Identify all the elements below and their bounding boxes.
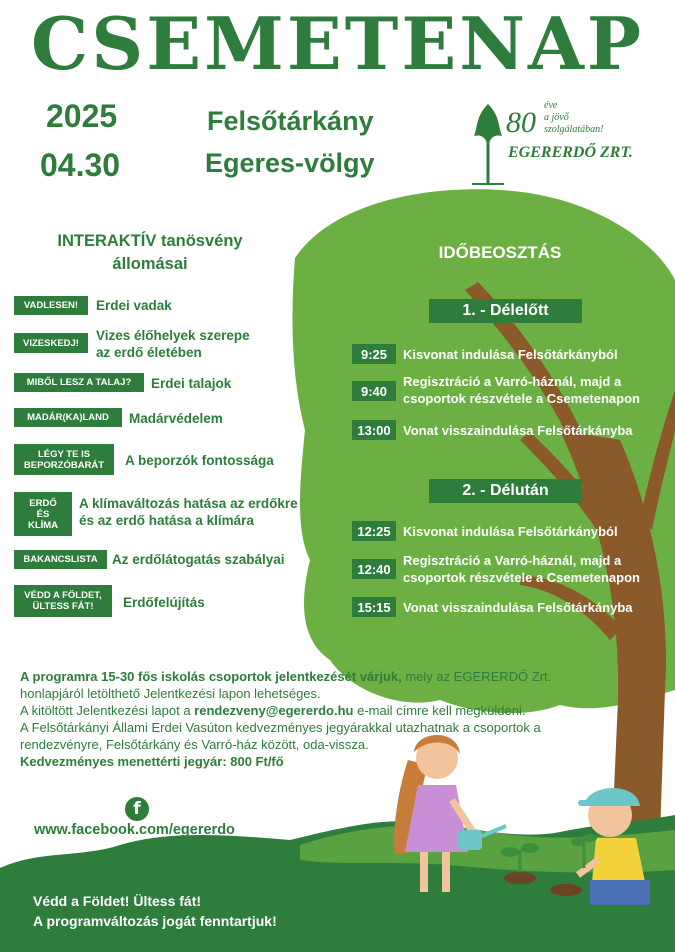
station-desc: Az erdőlátogatás szabályai	[112, 552, 285, 567]
event-text: Kisvonat indulása Felsőtárkányból	[403, 524, 618, 539]
logo-tagline: a jövő	[544, 112, 569, 123]
event-text	[403, 552, 673, 586]
event-text-line: Regisztráció a Varró-háznál, majd a	[403, 374, 622, 389]
date-year: 2025	[46, 98, 118, 134]
station-tag-line: ÜLTESS FÁT!	[32, 601, 94, 612]
station-desc-line: az erdő életében	[96, 345, 202, 360]
station-desc: Erdei talajok	[151, 376, 232, 391]
stations-heading-line: állomásai	[112, 255, 188, 273]
location-town: Felsőtárkány	[207, 106, 374, 136]
station-tag-line: ÉS	[36, 508, 50, 520]
tree-logo-icon	[468, 96, 508, 186]
location-place: Egeres-völgy	[205, 148, 375, 178]
facebook-link[interactable]: www.facebook.com/egererdo	[34, 822, 235, 838]
station-desc: Madárvédelem	[129, 411, 223, 426]
stations-heading-line: INTERAKTÍV tanösvény	[57, 232, 243, 250]
event-text: Vonat visszaindulása Felsőtárkányba	[403, 423, 633, 438]
footer-slogan: Védd a Földet! Ültess fát!	[33, 893, 202, 909]
station-desc	[96, 327, 250, 361]
info-line: e-mail címre kell megküldeni.	[353, 703, 526, 718]
station-desc-line: és az erdő hatása a klímára	[79, 513, 254, 528]
info-line: mely az EGERERDŐ Zrt.	[401, 669, 552, 684]
afternoon-section-label: 2. - Délután	[429, 479, 582, 503]
station-tag-line: KLÍMA	[27, 519, 59, 531]
station-tag-line: LÉGY TE IS	[37, 448, 91, 460]
station-tag-line: ERDŐ	[29, 497, 57, 509]
event-time: 9:25	[352, 344, 396, 364]
info-highlight: A programra 15-30 fős iskolás csoportok jelentkezését várjuk,	[20, 669, 402, 684]
event-time: 12:25	[352, 521, 396, 541]
email-link[interactable]: rendezveny@egererdo.hu	[194, 703, 354, 718]
morning-section-label: 1. - Délelőtt	[429, 299, 582, 323]
info-line: A kitöltött Jelentkezési lapot a	[20, 703, 195, 718]
event-text-line: csoportok részvétele a Csemetenapon	[403, 570, 640, 585]
logo-name: EGERERDŐ ZRT.	[508, 144, 633, 161]
event-text-line: Regisztráció a Varró-háznál, majd a	[403, 553, 622, 568]
station-tag: MIBŐL LESZ A TALAJ?	[14, 373, 144, 392]
logo-tagline: éve	[544, 100, 558, 111]
facebook-icon[interactable]: f	[125, 797, 149, 821]
footer-disclaimer: A programváltozás jogát fenntartjuk!	[33, 913, 277, 929]
station-tag	[14, 444, 114, 475]
station-desc: Erdei vadak	[96, 298, 172, 313]
station-tag-line: VÉDD A FÖLDET,	[24, 590, 102, 601]
event-text: Kisvonat indulása Felsőtárkányból	[403, 347, 618, 362]
info-line: rendezvényre, Felsőtárkány és Varró-ház között, oda-vissza.	[20, 737, 369, 752]
stations-heading	[30, 230, 270, 276]
date-day: 04.30	[40, 147, 121, 183]
info-line: honlapjáról letölthető Jelentkezési lapon lehetséges.	[20, 686, 321, 701]
station-desc-line: Vizes élőhelyek szerepe	[96, 328, 250, 343]
ticket-price: Kedvezményes menettérti jegyár: 800 Ft/fő	[20, 754, 284, 769]
event-text	[403, 373, 673, 407]
logo-tagline: szolgálatában!	[544, 124, 604, 135]
station-desc: Erdőfelújítás	[123, 595, 205, 610]
station-desc: A beporzók fontossága	[125, 453, 274, 468]
station-tag: BAKANCSLISTA	[14, 550, 107, 569]
logo-number: 80	[506, 106, 536, 139]
station-tag: VIZESKEDJ!	[14, 333, 88, 353]
event-text-line: csoportok részvétele a Csemetenapon	[403, 391, 640, 406]
event-time: 12:40	[352, 559, 396, 579]
station-tag-line: BEPORZÓBARÁT	[23, 459, 105, 471]
station-tag: MADÁR(KA)LAND	[14, 408, 122, 427]
station-desc	[79, 495, 298, 529]
event-time: 15:15	[352, 597, 396, 617]
event-time: 9:40	[352, 381, 396, 401]
event-time: 13:00	[352, 420, 396, 440]
info-text	[20, 668, 600, 770]
page-title: CSEMETENAP	[30, 1, 645, 86]
info-line: A Felsőtárkányi Állami Erdei Vasúton kedvezményes jegyárakkal utazhatnak a csoportok a	[20, 720, 541, 735]
station-desc-line: A klímaváltozás hatása az erdőkre	[79, 496, 298, 511]
station-tag	[14, 585, 112, 617]
station-tag: VADLESEN!	[14, 296, 88, 315]
schedule-heading: IDŐBEOSZTÁS	[438, 243, 562, 262]
egererdo-logo	[468, 96, 636, 186]
event-text: Vonat visszaindulása Felsőtárkányba	[403, 600, 633, 615]
station-tag	[14, 492, 72, 536]
